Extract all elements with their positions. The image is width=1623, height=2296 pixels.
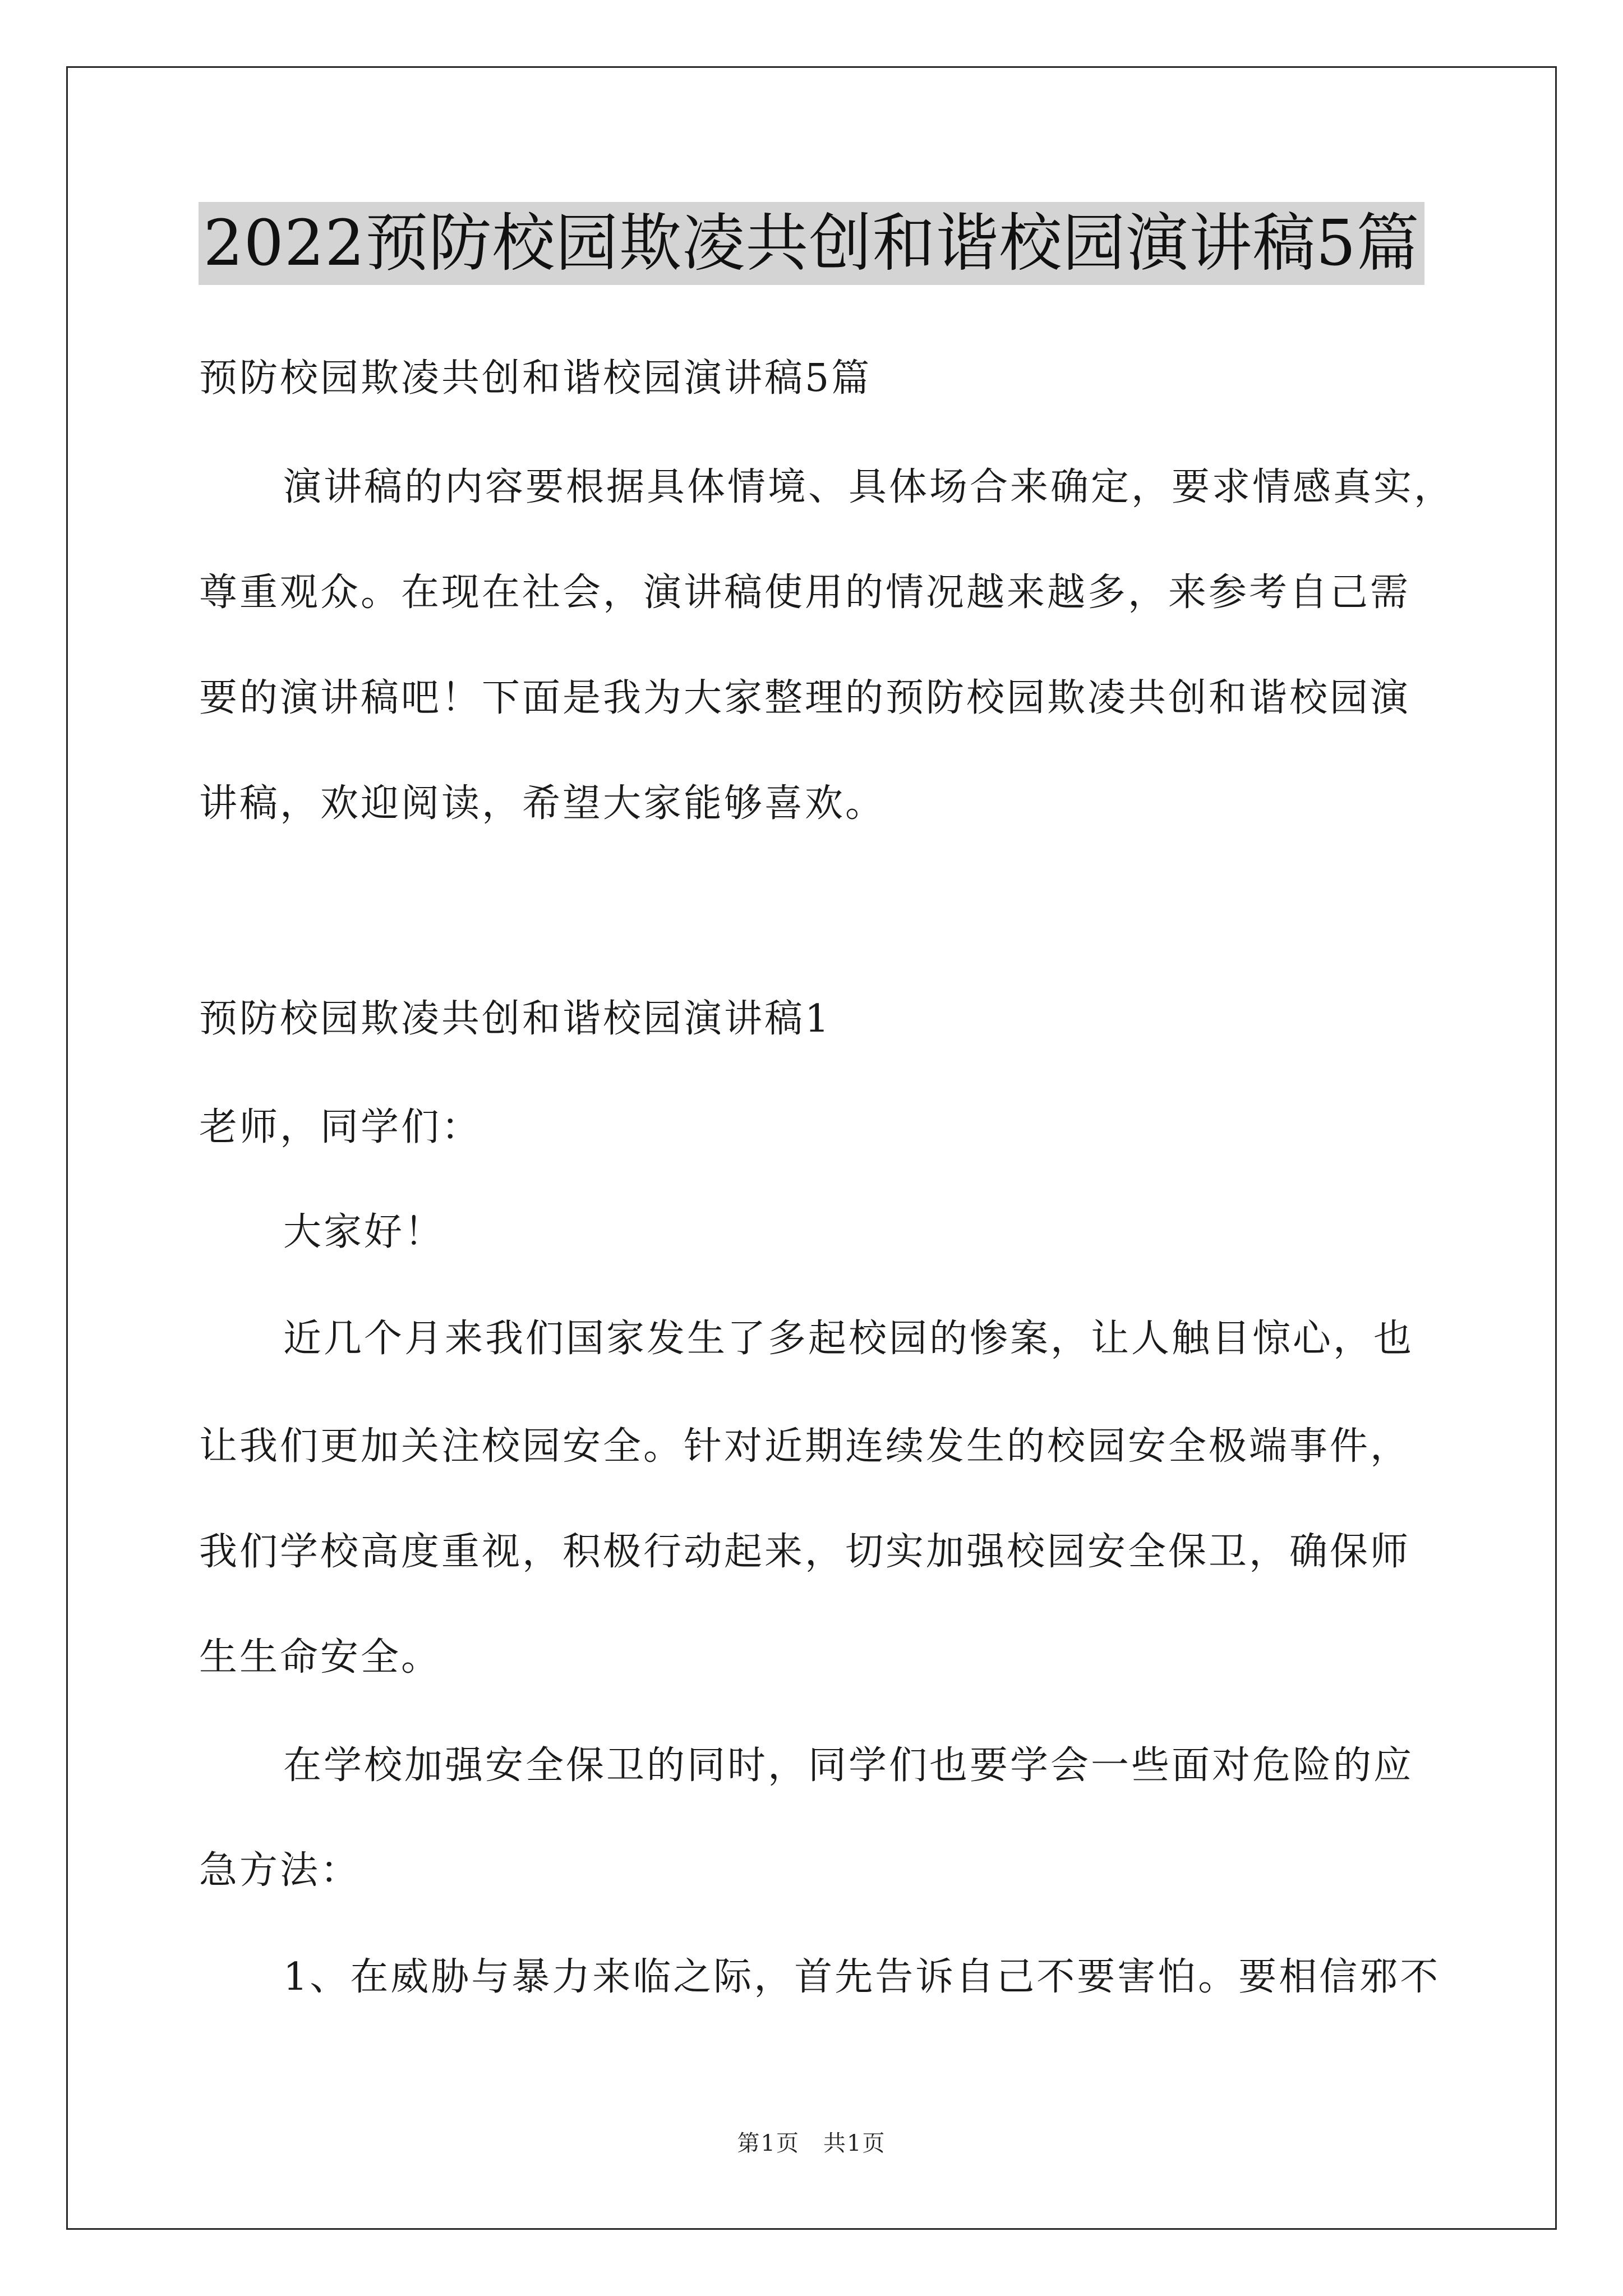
paragraph-line: 让我们更加关注校园安全。针对近期连续发生的校园安全极端事件，: [199, 1424, 1411, 1469]
paragraph-line: 生生命安全。: [199, 1635, 442, 1680]
paragraph-line: 演讲稿的内容要根据具体情境、具体场合来确定，要求情感真实，: [283, 465, 1455, 509]
paragraph-line: 在学校加强安全保卫的同时，同学们也要学会一些面对危险的应: [283, 1743, 1414, 1788]
salutation-line: 老师，同学们：: [199, 1105, 482, 1149]
document-title: 2022预防校园欺凌共创和谐校园演讲稿5篇: [199, 202, 1424, 285]
paragraph-line: 要的演讲稿吧！下面是我为大家整理的预防校园欺凌共创和谐校园演: [199, 676, 1411, 720]
greeting-line: 大家好！: [283, 1210, 445, 1254]
paragraph-line: 讲稿，欢迎阅读，希望大家能够喜欢。: [199, 781, 886, 826]
title-container: [0, 202, 1623, 285]
page-footer: 第1页 共1页: [737, 2131, 886, 2156]
subtitle-line: 预防校园欺凌共创和谐校园演讲稿5篇: [199, 356, 872, 401]
paragraph-line: 近几个月来我们国家发生了多起校园的惨案，让人触目惊心，也: [283, 1317, 1414, 1361]
paragraph-line: 急方法：: [199, 1848, 361, 1893]
paragraph-line: 我们学校高度重视，积极行动起来，切实加强校园安全保卫，确保师: [199, 1530, 1411, 1574]
paragraph-line: 尊重观众。在现在社会，演讲稿使用的情况越来越多，来参考自己需: [199, 570, 1411, 615]
section-heading: 预防校园欺凌共创和谐校园演讲稿1: [199, 997, 832, 1041]
paragraph-line: 1、在威胁与暴力来临之际，首先告诉自己不要害怕。要相信邪不: [283, 1955, 1441, 1999]
